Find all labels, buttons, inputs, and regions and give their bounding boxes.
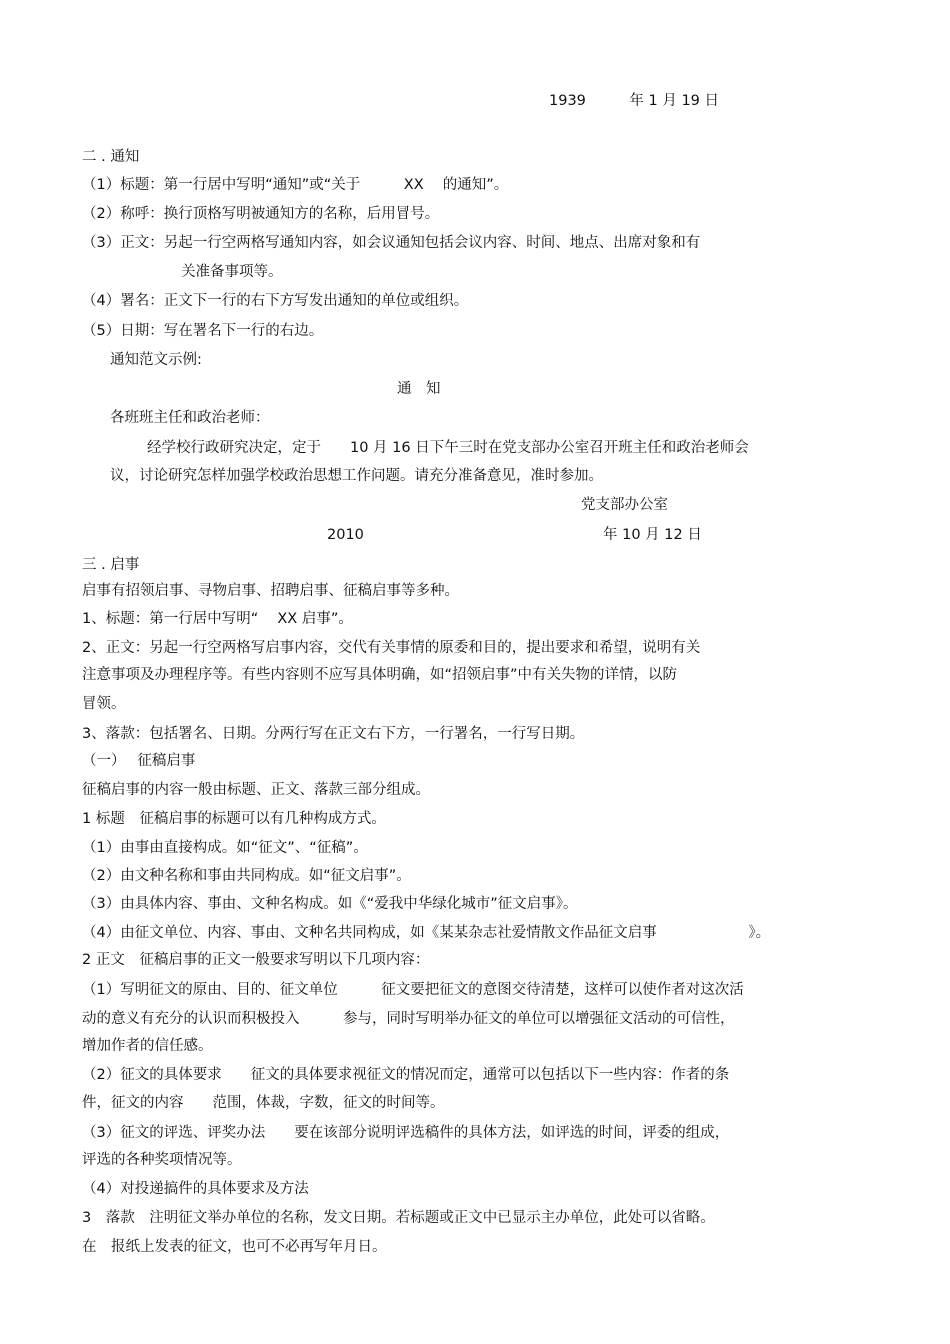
announcement-rule-closing: 3、落款：包括署名、日期。分两行写在正文右下方，一行署名，一行写日期。: [82, 726, 585, 742]
cfp-body-item-2-line-2: 件，征文的内容 范围，体裁，字数，征文的时间等。: [82, 1095, 445, 1111]
announcement-rule-title: 1、标题：第一行居中写明“ XX 启事”。: [82, 611, 353, 627]
cfp-body-item-1-line-3: 增加作者的信任感。: [82, 1038, 213, 1054]
cfp-body-item-1-line-2: 动的意义有充分的认识而积极投入 参与，同时写明举办征文的单位可以增强征文活动的可信性，: [82, 1011, 735, 1027]
notice-example-salutation: 各班班主任和政治老师：: [110, 410, 270, 426]
notice-example-title: 通 知: [397, 381, 441, 397]
cfp-title-heading: 1 标题 征稿启事的标题可以有几种构成方式。: [82, 811, 386, 827]
cfp-title-item-1: （1）由事由直接构成。如“征文”、“征稿”。: [82, 840, 368, 856]
notice-example-label: 通知范文示例:: [110, 352, 202, 368]
announcement-rule-body-3: 冒领。: [82, 696, 126, 712]
notice-example-body-2: 议，讨论研究怎样加强学校政治思想工作问题。请充分准备意见，准时参加。: [110, 468, 603, 484]
cfp-intro: 征稿启事的内容一般由标题、正文、落款三部分组成。: [82, 782, 430, 798]
cfp-body-item-3-line-1: （3）征文的评选、评奖办法 要在该部分说明评选稿件的具体方法，如评选的时间，评委的组成，: [82, 1125, 730, 1141]
notice-rule-title: （1）标题：第一行居中写明“通知”或“关于 XX 的通知”。: [82, 177, 509, 193]
announcement-rule-body-2: 注意事项及办理程序等。有些内容则不应写具体明确，如“招领启事”中有关失物的详情，以防: [82, 667, 678, 683]
cfp-body-item-4: （4）对投递搞件的具体要求及方法: [82, 1181, 309, 1197]
cfp-body-item-3-line-2: 评选的各种奖项情况等。: [82, 1152, 242, 1168]
notice-rule-body: （3）正文：另起一行空两格写通知内容，如会议通知包括会议内容、时间、地点、出席对象和有: [82, 235, 701, 251]
section-heading-notice: 二 . 通知: [82, 149, 140, 165]
cfp-title-item-4: （4）由征文单位、内容、事由、文种名共同构成，如《某某杂志社爱情散文作品征文启事 》。: [82, 925, 771, 941]
announcement-rule-body-1: 2、正文：另起一行空两格写启事内容，交代有关事情的原委和目的，提出要求和希望，说明有关: [82, 640, 701, 656]
notice-rule-salutation: （2）称呼：换行顶格写明被通知方的名称，后用冒号。: [82, 206, 440, 222]
cfp-closing-line-1: 3 落款 注明征文举办单位的名称，发文日期。若标题或正文中已显示主办单位，此处可以省略。: [82, 1210, 715, 1226]
notice-example-body-1: 经学校行政研究决定，定于 10 月 16 日下午三时在党支部办公室召开班主任和政治老师会: [147, 440, 749, 456]
announcement-intro: 启事有招领启事、寻物启事、招聘启事、征稿启事等多种。: [82, 583, 459, 599]
cfp-closing-line-2: 在 报纸上发表的征文，也可不必再写年月日。: [82, 1239, 387, 1255]
notice-example-signature: 党支部办公室: [581, 497, 668, 513]
cfp-body-heading: 2 正文 征稿启事的正文一般要求写明以下几项内容：: [82, 952, 430, 968]
subsection-heading-call-for-papers: （一） 征稿启事: [82, 753, 196, 769]
notice-rule-date: （5）日期：写在署名下一行的右边。: [82, 323, 324, 339]
cfp-body-item-1-line-1: （1）写明征文的原由、目的、征文单位 征文要把征文的意图交待清楚，这样可以使作者对这次活: [82, 982, 744, 998]
notice-rule-body-cont: 关准备事项等。: [181, 264, 283, 280]
cfp-body-item-2-line-1: （2）征文的具体要求 征文的具体要求视征文的情况而定，通常可以包括以下一些内容：作者的条: [82, 1067, 730, 1083]
notice-example-year: 2010: [327, 527, 364, 543]
cfp-title-item-3: （3）由具体内容、事由、文种名构成。如《“爱我中华绿化城市”征文启事》。: [82, 896, 578, 912]
notice-rule-signature: （4）署名：正文下一行的右下方写发出通知的单位或组织。: [82, 293, 469, 309]
notice-example-date: 年 10 月 12 日: [603, 527, 702, 543]
letter-date-line: 1939 年 1 月 19 日: [549, 93, 720, 109]
cfp-title-item-2: （2）由文种名称和事由共同构成。如“征文启事”。: [82, 868, 411, 884]
section-heading-announcement: 三 . 启事: [82, 557, 140, 573]
